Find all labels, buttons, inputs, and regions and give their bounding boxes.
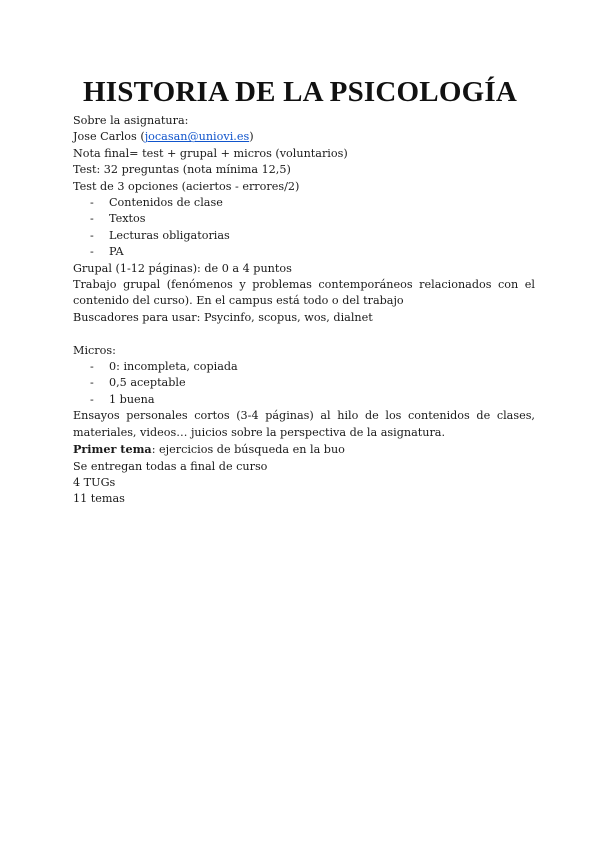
list-dash: -: [90, 360, 94, 374]
teacher-line: [73, 129, 535, 145]
page-title: HISTORIA DE LA PSICOLOGÍA: [83, 76, 517, 108]
list-item: [73, 244, 535, 260]
list-item-text: 0,5 aceptable: [109, 376, 186, 390]
topics-line: 11 temas: [73, 492, 125, 506]
micros-items-list: [73, 359, 535, 408]
document-body: [73, 113, 535, 508]
about-line: Sobre la asignatura:: [73, 114, 189, 127]
list-dash: -: [90, 392, 94, 406]
list-item: [73, 195, 535, 211]
group-description: Trabajo grupal (fenómenos y problemas contemporáneos relacionados con el contenido del curso). En el campus está todo o del trabajo: [73, 278, 535, 308]
test-options-line: Test de 3 opciones (aciertos - errores/2): [73, 179, 300, 193]
list-item: [73, 359, 535, 375]
first-topic-line: [73, 441, 535, 458]
list-dash: -: [90, 376, 94, 390]
list-item-text: Contenidos de clase: [109, 196, 223, 210]
list-item-text: Lecturas obligatorias: [109, 228, 230, 242]
essays-paragraph: Ensayos personales cortos (3-4 páginas) al hilo de los contenidos de clases, materiales, videos… juicios sobre la perspectiva de la asignatura.: [73, 409, 535, 439]
search-engines-line: Buscadores para usar: Psycinfo, scopus, wos, dialnet: [73, 310, 373, 324]
list-item-text: Textos: [109, 212, 146, 226]
teacher-prefix: Jose Carlos (: [73, 130, 145, 144]
delivery-line: Se entregan todas a final de curso: [73, 459, 268, 473]
test-items-list: [73, 195, 535, 261]
group-line: Grupal (1-12 páginas): de 0 a 4 puntos: [73, 261, 292, 275]
list-dash: -: [90, 228, 94, 242]
list-dash: -: [90, 196, 94, 210]
list-item-text: PA: [109, 245, 124, 259]
list-item-text: 0: incompleta, copiada: [109, 360, 238, 374]
list-item-text: 1 buena: [109, 392, 155, 406]
list-item: [73, 375, 535, 391]
test-line: Test: 32 preguntas (nota mínima 12,5): [73, 163, 291, 177]
list-dash: -: [90, 212, 94, 226]
micros-heading: Micros:: [73, 343, 116, 357]
list-item: [73, 392, 535, 408]
blank-line: [73, 326, 535, 342]
teacher-email-link[interactable]: jocasan@uniovi.es: [144, 130, 250, 144]
list-item: [73, 211, 535, 227]
teacher-suffix: ): [249, 130, 254, 144]
list-dash: -: [90, 245, 94, 259]
grading-line: Nota final= test + grupal + micros (voluntarios): [73, 146, 348, 160]
tugs-line: 4 TUGs: [73, 475, 116, 489]
first-topic-label: Primer tema: [73, 442, 152, 457]
list-item: [73, 228, 535, 244]
first-topic-text: : ejercicios de búsqueda en la buo: [151, 443, 345, 457]
